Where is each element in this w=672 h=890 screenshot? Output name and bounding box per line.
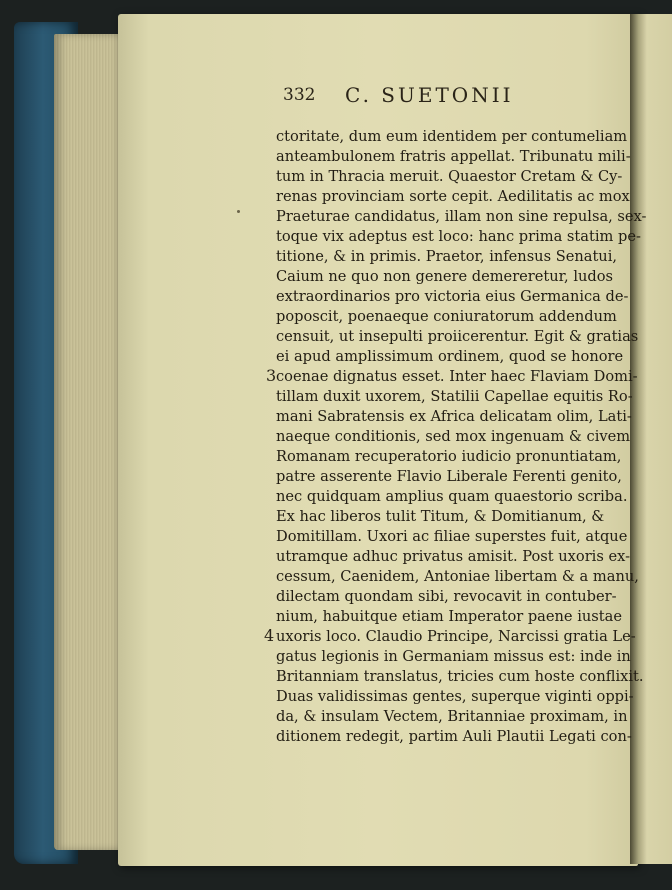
- text-line: Praeturae candidatus, illam non sine repulsa, sex-: [276, 208, 647, 225]
- text-line: tum in Thracia meruit. Quaestor Cretam & Cy-: [276, 168, 623, 185]
- text-line: coenae dignatus esset. Inter haec Flaviam Domi-: [276, 368, 638, 385]
- text-line: ctoritate, dum eum identidem per contumeliam: [276, 128, 628, 145]
- text-line: nec quidquam amplius quam quaestorio scriba.: [276, 488, 628, 505]
- text-line: cessum, Caenidem, Antoniae libertam & a manu,: [276, 568, 639, 585]
- text-line: gatus legionis in Germaniam missus est: inde in: [276, 648, 631, 665]
- text-line: titione, & in primis. Praetor, infensus Senatui,: [276, 248, 618, 265]
- text-line: mani Sabratensis ex Africa delicatam olim, Lati-: [276, 408, 632, 425]
- text-line: Caium ne quo non genere demereretur, ludos: [276, 268, 614, 285]
- text-line: dilectam quondam sibi, revocavit in contuber-: [276, 588, 617, 605]
- text-line: patre asserente Flavio Liberale Ferenti genito,: [276, 468, 622, 485]
- text-line: toque vix adeptus est loco: hanc prima statim pe-: [276, 228, 641, 245]
- margin-section-number: 3: [266, 366, 277, 385]
- text-line: censuit, ut insepulti proiicerentur. Egit & gratias: [276, 328, 639, 345]
- page-number: 332: [283, 85, 316, 105]
- text-line: Britanniam translatus, tricies cum hoste conflixit.: [276, 668, 644, 685]
- text-line: naeque conditionis, sed mox ingenuam & civem: [276, 428, 631, 445]
- text-line: Ex hac liberos tulit Titum, & Domitianum, &: [276, 508, 605, 525]
- text-line: poposcit, poenaeque coniuratorum addendum: [276, 308, 617, 325]
- text-line: Duas validissimas gentes, superque viginti oppi-: [276, 688, 634, 705]
- text-line: tillam duxit uxorem, Statilii Capellae equitis Ro-: [276, 388, 633, 405]
- text-line: da, & insulam Vectem, Britanniae proximam, in: [276, 708, 628, 725]
- text-line: uxoris loco. Claudio Principe, Narcissi gratia Le-: [276, 628, 636, 645]
- text-line: Domitillam. Uxori ac filiae superstes fuit, atque: [276, 528, 628, 545]
- margin-section-number: 4: [264, 626, 275, 645]
- text-line: ditionem redegit, partim Auli Plautii Legati con-: [276, 728, 632, 745]
- running-title: C. SUETONII: [345, 83, 514, 107]
- text-line: nium, habuitque etiam Imperator paene iustae: [276, 608, 622, 625]
- text-line: ei apud amplissimum ordinem, quod se honore: [276, 348, 624, 365]
- text-line: renas provinciam sorte cepit. Aedilitatis ac mox: [276, 188, 630, 205]
- text-line: utramque adhuc privatus amisit. Post uxoris ex-: [276, 548, 631, 565]
- text-line: Romanam recuperatorio iudicio pronuntiatam,: [276, 448, 622, 465]
- text-line: extraordinarios pro victoria eius Germanica de-: [276, 288, 629, 305]
- text-line: anteambulonem fratris appellat. Tribunatu mili-: [276, 148, 631, 165]
